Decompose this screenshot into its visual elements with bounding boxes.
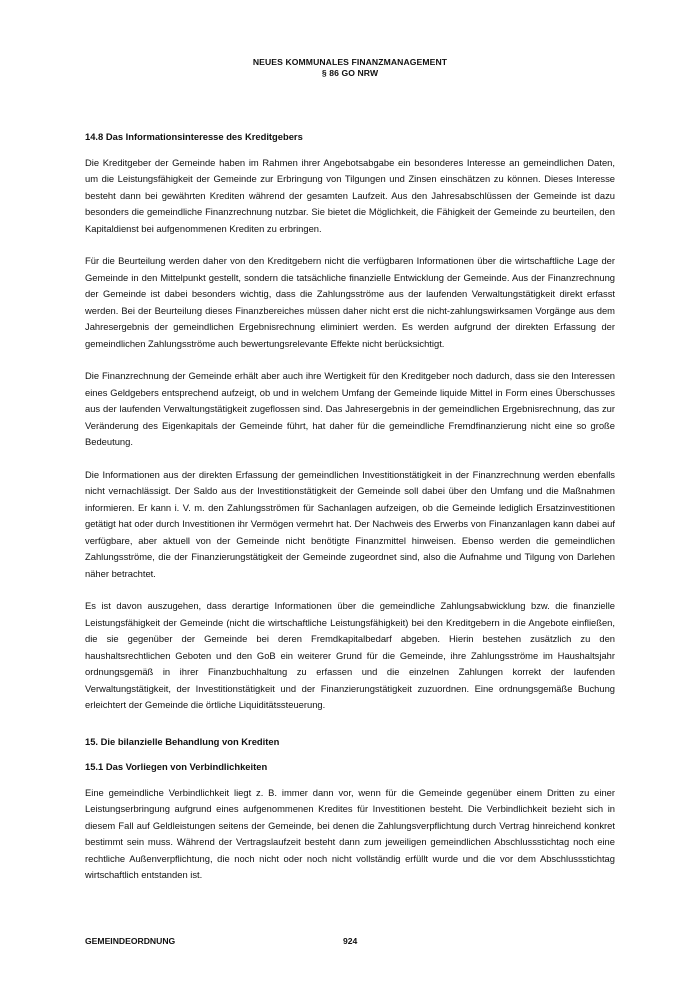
section-heading-15-1: 15.1 Das Vorliegen von Verbindlichkeiten xyxy=(85,761,268,772)
paragraph: Für die Beurteilung werden daher von den Kreditgebern nicht die verfügbaren Informationen über die wirtschaftliche Lage der Gemeinde in den Mittelpunkt gestellt, sondern die tatsächliche finanzielle Entwicklung der Gemeinde. Aus der Finanzrechnung der Gemeinde ist dabei besonders wichtig, dass die Zahlungsströme aus der laufenden Verwaltungstätigkeit direkt erfasst werden. Bei der Beurteilung dieses Finanzbereiches müssen daher nicht erst die nicht-zahlungswirksamen Vorgänge aus dem Jahresergebnis der gemeindlichen Ergebnisrechnung eliminiert werden. Es werden aufgrund der direkten Erfassung der gemeindlichen Zahlungsströme auch bewertungsrelevante Effekte nicht berücksichtigt. xyxy=(85,255,615,349)
paragraph: Eine gemeindliche Verbindlichkeit liegt z. B. immer dann vor, wenn für die Gemeinde gegenüber einem Dritten zu einer Leistungserbringung aufgrund eines aufgenommenen Kredites für Investitionen besteht. Die Verbindlichkeit bezieht sich in diesem Fall auf Geldleistungen seitens der Gemeinde, bei denen die Zahlungsverpflichtung durch Vertrag hinreichend konkret bestimmt sein muss. Während der Vertragslaufzeit besteht dann zum jeweiligen gemeindlichen Abschlussstichtag noch eine rechtliche Außenverpflichtung, die noch nicht oder noch nicht vollständig erfüllt wurde und die vor dem Abschlussstichtag wirtschaftlich entstanden ist. xyxy=(85,786,615,880)
page-header xyxy=(0,57,700,79)
section-heading-14-8: 14.8 Das Informationsinteresse des Kreditgebers xyxy=(85,131,303,142)
header-title: NEUES KOMMUNALES FINANZMANAGEMENT xyxy=(252,57,448,67)
section-heading-15: 15. Die bilanzielle Behandlung von Krediten xyxy=(85,735,280,747)
footer-label: GEMEINDEORDNUNG xyxy=(85,936,176,946)
header-subtitle: § 86 GO NRW xyxy=(321,68,379,78)
paragraph: Die Kreditgeber der Gemeinde haben im Rahmen ihrer Angebotsabgabe ein besonderes Interesse an gemeindlichen Daten, um die Leistungsfähigkeit der Gemeinde zur Erbringung von Tilgungen und Zinsen einschätzen zu können. Dieses Interesse besteht dann bei gewährten Krediten während der gesamten Laufzeit. Aus den Jahresabschlüssen der Gemeinde ist dazu besonders die gemeindliche Finanzrechnung nutzbar. Sie bietet die Möglichkeit, die Fähigkeit der Gemeinde zu beurteilen, den Kapitaldienst bei aufgenommenen Krediten zu erbringen. xyxy=(85,156,615,234)
page-number: 924 xyxy=(343,936,358,946)
paragraph: Die Informationen aus der direkten Erfassung der gemeindlichen Investitionstätigkeit in der Finanzrechnung werden ebenfalls nicht vernachlässigt. Der Saldo aus der Investitionstätigkeit der Gemeinde soll dabei über den Umfang und die Maßnahmen informieren. Er kann i. V. m. den Zahlungsströmen für Sachanlagen aufzeigen, ob die Gemeinde lediglich Ersatzinvestitionen getätigt hat oder durch Investitionen ihr Vermögen vermehrt hat. Der Nachweis des Erwerbs von Finanzanlagen kann dabei auf verfügbare, aber aktuell von der Gemeinde nicht benötigte Finanzmittel hinweisen. Ebenso werden die gemeindlichen Zahlungsströme, die der Finanzierungstätigkeit der Gemeinde zugeordnet sind, also die Aufnahme und Tilgung von Darlehen näher betrachtet. xyxy=(85,468,615,579)
page-content xyxy=(85,129,615,900)
paragraph: Es ist davon auszugehen, dass derartige Informationen über die gemeindliche Zahlungsabwicklung bzw. die finanzielle Leistungsfähigkeit der Gemeinde (nicht die wirtschaftliche Leistungsfähigkeit) bei den Kreditgebern in die Angebote einfließen, die sie gegenüber der Gemeinde bei deren Fremdkapitalbedarf abgeben. Hierin bestehen zusätzlich zu den haushaltsrechtlichen Geboten und den GoB ein weiterer Grund für die Gemeinde, ihre Zahlungsströme im Haushaltsjahr ordnungsgemäß in ihrer Finanzbuchhaltung zu erfassen und die einzelnen Zahlungen korrekt der laufenden Verwaltungstätigkeit, der Investitionstätigkeit und der Finanzierungstätigkeit zuzuordnen. Eine ordnungsgemäße Buchung erleichtert der Gemeinde die örtliche Liquiditätssteuerung. xyxy=(85,600,615,710)
paragraph: Die Finanzrechnung der Gemeinde erhält aber auch ihre Wertigkeit für den Kreditgeber noch dadurch, dass sie den Interessen eines Geldgebers entsprechend aufzeigt, ob und in welchem Umfang der Gemeinde liquide Mittel in Form eines Überschusses aus der laufenden Verwaltungstätigkeit zugeflossen sind. Das Jahresergebnis in der gemeindlichen Ergebnisrechnung, das zur Veränderung des Eigenkapitals der Gemeinde führt, hat daher für die gemeindliche Fremdfinanzierung nicht eine so große Bedeutung. xyxy=(85,370,615,447)
